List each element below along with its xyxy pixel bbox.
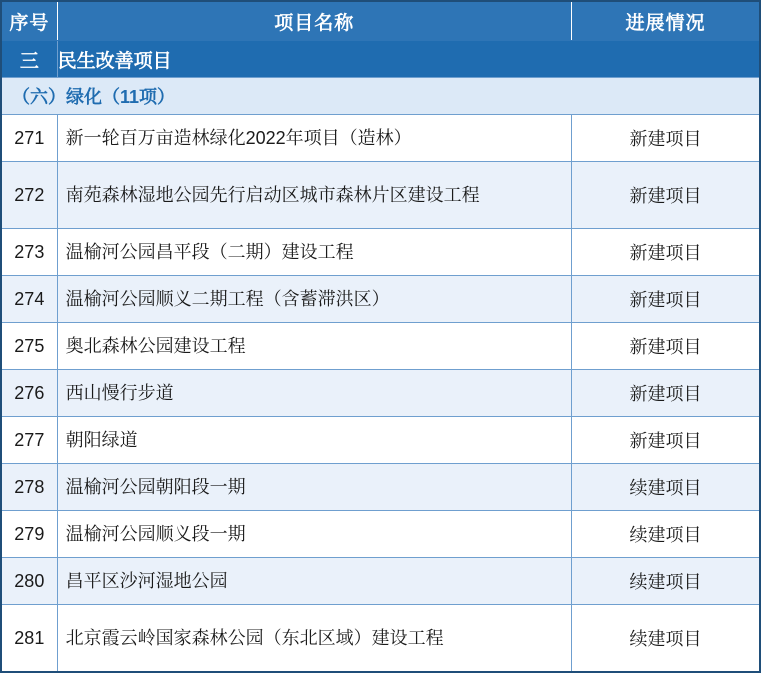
row-status: 续建项目 bbox=[571, 605, 760, 673]
row-status: 续建项目 bbox=[571, 558, 760, 605]
table-row bbox=[1, 162, 760, 229]
row-project-name: 西山慢行步道 bbox=[57, 370, 571, 417]
table-row bbox=[1, 464, 760, 511]
table-row bbox=[1, 417, 760, 464]
row-status: 新建项目 bbox=[571, 229, 760, 276]
table-row bbox=[1, 605, 760, 673]
row-number: 275 bbox=[1, 323, 57, 370]
row-project-name: 南苑森林湿地公园先行启动区城市森林片区建设工程 bbox=[57, 162, 571, 229]
row-project-name: 昌平区沙河湿地公园 bbox=[57, 558, 571, 605]
section-number: 三 bbox=[1, 41, 57, 78]
table-row bbox=[1, 370, 760, 417]
row-number: 277 bbox=[1, 417, 57, 464]
row-number: 280 bbox=[1, 558, 57, 605]
column-header-no: 序号 bbox=[1, 1, 57, 41]
subsection-title: （六）绿化（11项） bbox=[1, 78, 760, 115]
section-row bbox=[1, 41, 760, 78]
row-status: 续建项目 bbox=[571, 511, 760, 558]
row-number: 274 bbox=[1, 276, 57, 323]
table-row bbox=[1, 229, 760, 276]
table-row bbox=[1, 558, 760, 605]
row-project-name: 温榆河公园昌平段（二期）建设工程 bbox=[57, 229, 571, 276]
row-number: 279 bbox=[1, 511, 57, 558]
row-number: 281 bbox=[1, 605, 57, 673]
table-row bbox=[1, 115, 760, 162]
row-project-name: 朝阳绿道 bbox=[57, 417, 571, 464]
table-row bbox=[1, 323, 760, 370]
row-status: 新建项目 bbox=[571, 162, 760, 229]
row-project-name: 新一轮百万亩造林绿化2022年项目（造林） bbox=[57, 115, 571, 162]
row-status: 新建项目 bbox=[571, 115, 760, 162]
row-status: 新建项目 bbox=[571, 323, 760, 370]
row-number: 272 bbox=[1, 162, 57, 229]
column-header-status: 进展情况 bbox=[571, 1, 760, 41]
row-number: 271 bbox=[1, 115, 57, 162]
row-project-name: 温榆河公园朝阳段一期 bbox=[57, 464, 571, 511]
section-title: 民生改善项目 bbox=[57, 41, 760, 78]
row-status: 续建项目 bbox=[571, 464, 760, 511]
subsection-row bbox=[1, 78, 760, 115]
row-number: 276 bbox=[1, 370, 57, 417]
row-number: 278 bbox=[1, 464, 57, 511]
row-project-name: 北京霞云岭国家森林公园（东北区域）建设工程 bbox=[57, 605, 571, 673]
row-number: 273 bbox=[1, 229, 57, 276]
row-status: 新建项目 bbox=[571, 276, 760, 323]
table-row bbox=[1, 511, 760, 558]
row-project-name: 温榆河公园顺义二期工程（含蓄滞洪区） bbox=[57, 276, 571, 323]
column-header-name: 项目名称 bbox=[57, 1, 571, 41]
row-status: 新建项目 bbox=[571, 370, 760, 417]
table-row bbox=[1, 276, 760, 323]
row-project-name: 奥北森林公园建设工程 bbox=[57, 323, 571, 370]
row-project-name: 温榆河公园顺义段一期 bbox=[57, 511, 571, 558]
row-status: 新建项目 bbox=[571, 417, 760, 464]
table-header-row bbox=[1, 1, 760, 41]
